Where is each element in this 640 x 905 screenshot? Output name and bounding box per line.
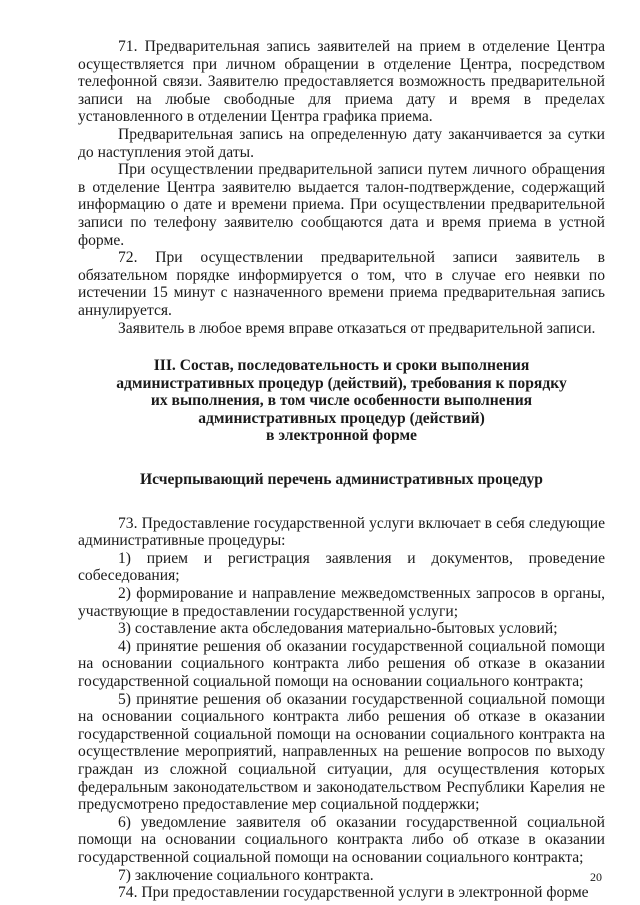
list-item: 3) составление акта обследования материально-бытовых условий; <box>118 620 558 638</box>
subheading: Исчерпывающий перечень административных процедур <box>140 471 543 489</box>
paragraph-73: 73. Предоставление государственной услуги включает в себя следующие административные процедуры: <box>78 514 605 550</box>
paragraph-refusal: Заявитель в любое время вправе отказаться от предварительной записи. <box>118 319 596 337</box>
paragraph-74: 74. При предоставлении государственной услуги в электронной форме <box>118 884 589 902</box>
document-page <box>78 38 605 902</box>
list-item: 2) формирование и направление межведомственных запросов в органы, участвующие в предоставлении государственной услуги; <box>78 585 605 620</box>
paragraph-72: 72. При осуществлении предварительной записи заявитель в обязательном порядке информируется о том, что в случае его неявки по истечении 15 минут с назначенного времени приема предварительная запись аннулируется. <box>78 249 605 319</box>
list-item: 1) прием и регистрация заявления и документов, проведение собеседования; <box>78 549 605 585</box>
list-item: 7) заключение социального контракта. <box>118 866 374 884</box>
paragraph-personal-visit: При осуществлении предварительной записи путем личного обращения в отделение Центра заявителю выдается талон-подтверждение, содержащий информацию о дате и времени приема. При осуществлении предварительной записи по телефону заявителю сообщаются дата и время приема в устной форме. <box>78 161 605 249</box>
page-number: 20 <box>590 870 602 884</box>
section-heading-line: III. Состав, последовательность и сроки выполнения <box>153 357 530 375</box>
section-heading-line: административных процедур (действий), требования к порядку <box>116 374 567 392</box>
list-item: 6) уведомление заявителя об оказании государственной социальной помощи на основании социального контракта либо об отказе в оказании государственной социальной помощи на основании социального контракта; <box>78 813 605 866</box>
paragraph-deadline: Предварительная запись на определенную дату заканчивается за сутки до наступления этой даты. <box>78 125 605 161</box>
section-heading-line: их выполнения, в том числе особенности выполнения <box>150 392 533 410</box>
section-heading <box>78 357 605 445</box>
paragraph-71: 71. Предварительная запись заявителей на прием в отделение Центра осуществляется при личном обращении в отделение Центра, посредством телефонной связи. Заявителю предоставляется возможность предварительной записи на любые свободные для приема дату и время в пределах установленного в отделении Центра графика приема. <box>78 38 605 126</box>
section-heading-line: в электронной форме <box>266 427 417 445</box>
section-heading-line: административных процедур (действий) <box>198 409 485 427</box>
list-item: 5) принятие решения об оказании государственной социальной помощи на основании социального контракта либо решения об отказе в оказании государственной социальной помощи на основании социального контракта на осуществление мероприятий, направленных на решение вопросов по выходу граждан из сложной социальной ситуации, для осуществления которых федеральным законодательством и законодательством Республики Карелия не предусмотрено предоставление мер социальной поддержки; <box>78 690 605 814</box>
list-item: 4) принятие решения об оказании государственной социальной помощи на основании социального контракта либо решения об отказе в оказании государственной социальной помощи на основании социального контракта; <box>78 637 605 690</box>
